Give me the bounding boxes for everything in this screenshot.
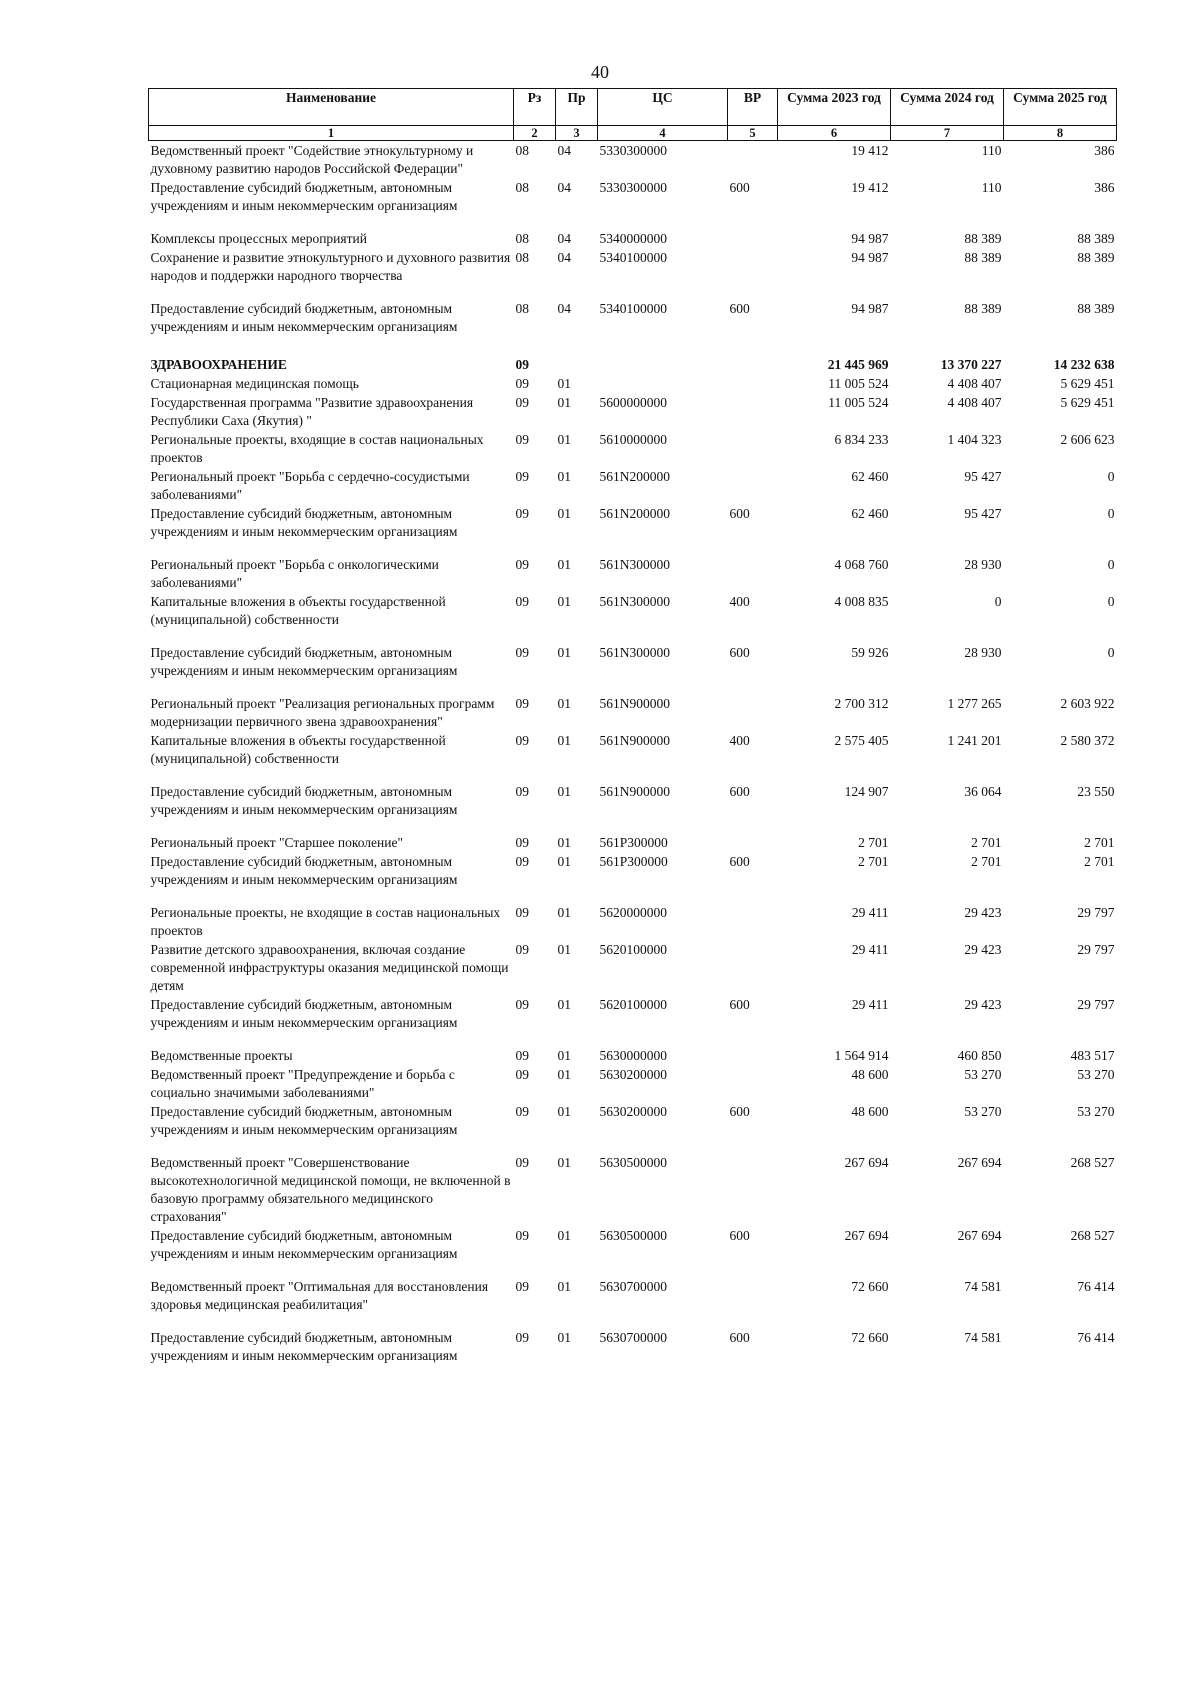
row-rz: 08 [515,231,529,246]
row-sum-2023: 11 005 524 [828,395,889,410]
row-sum-2023: 62 460 [851,506,889,521]
row-name: Региональный проект "Борьба с сердечно-сосудистыми заболеваниями" [150,469,470,502]
row-sum-2023: 19 412 [851,180,889,195]
row-sum-2024: 74 581 [964,1330,1002,1345]
row-cs: 5620100000 [599,942,667,957]
header-name: Наименование [149,89,514,126]
column-number: 6 [778,126,891,141]
row-pr: 01 [557,942,571,957]
column-number: 5 [728,126,778,141]
row-sum-2025: 2 606 623 [1060,432,1115,447]
row-name: Региональный проект "Старшее поколение" [150,835,403,850]
row-sum-2023: 2 701 [858,835,889,850]
row-sum-2024: 36 064 [964,784,1002,799]
table-row [149,299,1117,350]
row-cs: 561N900000 [599,733,670,748]
row-sum-2024: 28 930 [964,557,1002,572]
row-rz: 09 [515,357,529,372]
row-cs: 5630700000 [599,1330,667,1345]
row-pr: 04 [557,231,571,246]
row-rz: 09 [515,506,529,521]
row-vr: 600 [729,301,750,316]
row-cs: 5620000000 [599,905,667,920]
row-sum-2023: 11 005 524 [828,376,889,391]
row-sum-2025: 76 414 [1077,1330,1115,1345]
row-vr: 400 [729,594,750,609]
row-sum-2024: 88 389 [964,231,1002,246]
row-vr [728,833,778,852]
table-row [149,833,1117,852]
row-name: Комплексы процессных мероприятий [150,231,367,246]
row-cs: 561N300000 [599,557,670,572]
row-sum-2024: 1 404 323 [947,432,1002,447]
table-row [149,374,1117,393]
row-sum-2025: 76 414 [1077,1279,1115,1294]
row-name: Капитальные вложения в объекты государственной (муниципальной) собственности [150,594,446,627]
row-name: Региональный проект "Борьба с онкологическими заболеваниями" [150,557,439,590]
row-sum-2024: 95 427 [964,469,1002,484]
row-sum-2023: 72 660 [851,1330,889,1345]
row-sum-2025: 0 [1107,469,1115,484]
row-cs: 5600000000 [599,395,667,410]
row-name: Предоставление субсидий бюджетным, автономным учреждениям и иным некоммерческим организациям [150,1104,458,1137]
row-sum-2024: 29 423 [964,997,1002,1012]
row-vr [728,141,778,179]
row-sum-2024: 74 581 [964,1279,1002,1294]
row-name: Стационарная медицинская помощь [150,376,359,391]
row-sum-2023: 4 008 835 [834,594,889,609]
row-name: Ведомственные проекты [150,1048,293,1063]
row-sum-2025: 386 [1094,143,1115,158]
row-pr: 01 [557,1104,571,1119]
table-row [149,1277,1117,1328]
row-vr [728,903,778,940]
header-pr: Пр [556,89,598,126]
row-pr: 01 [557,835,571,850]
column-number: 8 [1004,126,1117,141]
row-sum-2025: 0 [1107,506,1115,521]
row-sum-2024: 53 270 [964,1104,1002,1119]
row-sum-2025: 88 389 [1077,301,1115,316]
row-pr: 01 [557,557,571,572]
row-sum-2023: 267 694 [844,1228,889,1243]
row-sum-2024: 110 [981,180,1002,195]
row-pr: 01 [557,395,571,410]
row-rz: 08 [515,143,529,158]
table-row [149,393,1117,430]
row-sum-2023: 94 987 [851,231,889,246]
row-sum-2024: 267 694 [957,1228,1002,1243]
row-vr: 600 [729,180,750,195]
table-row [149,1153,1117,1226]
row-pr: 01 [557,733,571,748]
header-sum-2025: Сумма 2025 год [1004,89,1117,126]
row-sum-2023: 94 987 [851,250,889,265]
row-vr: 600 [729,1330,750,1345]
row-sum-2024: 88 389 [964,250,1002,265]
row-vr: 600 [729,1228,750,1243]
row-cs: 561N900000 [599,696,670,711]
row-name: Государственная программа "Развитие здравоохранения Республики Саха (Якутия) " [150,395,474,428]
row-sum-2025: 23 550 [1077,784,1115,799]
row-vr [728,1153,778,1226]
table-row [149,467,1117,504]
row-sum-2024: 95 427 [964,506,1002,521]
row-sum-2023: 48 600 [851,1104,889,1119]
row-cs: 561N300000 [599,594,670,609]
row-sum-2025: 0 [1107,645,1115,660]
header-sum-2024: Сумма 2024 год [891,89,1004,126]
table-row [149,178,1117,229]
row-sum-2023: 4 068 760 [834,557,889,572]
row-sum-2024: 28 930 [964,645,1002,660]
row-sum-2025: 268 527 [1070,1228,1115,1243]
row-vr [728,374,778,393]
table-row [149,1065,1117,1102]
row-pr: 01 [557,376,571,391]
row-sum-2024: 2 701 [971,854,1002,869]
row-rz: 09 [515,905,529,920]
row-name: Сохранение и развитие этнокультурного и духовного развития народов и поддержки народного творчества [150,250,511,283]
row-vr: 600 [729,1104,750,1119]
table-row [149,782,1117,833]
row-sum-2023: 6 834 233 [834,432,889,447]
row-vr [728,350,778,374]
table-row [149,504,1117,555]
row-cs: 5610000000 [599,432,667,447]
row-vr [728,940,778,995]
column-number: 3 [556,126,598,141]
row-sum-2025: 29 797 [1077,997,1115,1012]
header-cs: ЦС [598,89,728,126]
row-cs: 5620100000 [599,997,667,1012]
row-cs: 5630500000 [599,1228,667,1243]
row-pr: 01 [557,469,571,484]
row-cs: 5630700000 [599,1279,667,1294]
table-body [149,141,1117,1366]
row-cs: 561N200000 [599,506,670,521]
row-cs: 561N300000 [599,645,670,660]
row-name: Предоставление субсидий бюджетным, автономным учреждениям и иным некоммерческим организациям [150,784,458,817]
row-cs: 5630500000 [599,1155,667,1170]
table-row [149,995,1117,1046]
row-sum-2025: 88 389 [1077,250,1115,265]
row-vr: 600 [729,854,750,869]
row-sum-2024: 110 [981,143,1002,158]
row-rz: 09 [515,557,529,572]
column-number: 2 [514,126,556,141]
column-number: 4 [598,126,728,141]
row-sum-2025: 29 797 [1077,942,1115,957]
row-rz: 09 [515,942,529,957]
row-sum-2025: 2 603 922 [1060,696,1115,711]
row-sum-2023: 59 926 [851,645,889,660]
row-pr [556,350,598,374]
row-sum-2024: 29 423 [964,942,1002,957]
row-pr: 01 [557,1228,571,1243]
row-rz: 09 [515,1330,529,1345]
row-sum-2023: 2 575 405 [834,733,889,748]
row-cs: 5340100000 [599,250,667,265]
column-number: 7 [891,126,1004,141]
row-sum-2023: 267 694 [844,1155,889,1170]
table-header [149,89,1117,141]
row-pr: 01 [557,594,571,609]
row-sum-2023: 29 411 [851,997,889,1012]
row-sum-2023: 19 412 [851,143,889,158]
row-pr: 01 [557,1330,571,1345]
row-rz: 09 [515,432,529,447]
column-number: 1 [149,126,514,141]
row-sum-2024: 2 701 [971,835,1002,850]
row-name: Предоставление субсидий бюджетным, автономным учреждениям и иным некоммерческим организациям [150,997,458,1030]
table-row [149,1046,1117,1065]
row-rz: 09 [515,1155,529,1170]
row-pr: 04 [557,250,571,265]
table-row [149,1102,1117,1153]
row-pr: 04 [557,180,571,195]
table-row [149,903,1117,940]
row-sum-2024: 0 [994,594,1002,609]
row-sum-2025: 53 270 [1077,1104,1115,1119]
row-sum-2024: 13 370 227 [940,357,1002,372]
row-vr [728,694,778,731]
table-row [149,592,1117,643]
row-rz: 09 [515,733,529,748]
row-name: Предоставление субсидий бюджетным, автономным учреждениям и иным некоммерческим организациям [150,180,458,213]
row-vr: 400 [729,733,750,748]
header-vr: ВР [728,89,778,126]
row-rz: 09 [515,469,529,484]
row-vr [728,1046,778,1065]
row-sum-2025: 5 629 451 [1060,395,1115,410]
row-cs: 5340000000 [599,231,667,246]
table-row [149,731,1117,782]
header-sum-2023: Сумма 2023 год [778,89,891,126]
row-sum-2023: 2 701 [858,854,889,869]
row-pr: 01 [557,696,571,711]
table-row [149,643,1117,694]
row-pr: 01 [557,506,571,521]
row-pr: 01 [557,997,571,1012]
row-vr [728,229,778,248]
row-sum-2025: 2 701 [1084,835,1115,850]
row-vr [728,1065,778,1102]
table-row [149,852,1117,903]
table-row [149,1328,1117,1365]
row-name: Предоставление субсидий бюджетным, автономным учреждениям и иным некоммерческим организациям [150,1330,458,1363]
row-sum-2024: 1 241 201 [947,733,1002,748]
column-number-row [149,126,1117,141]
row-sum-2023: 29 411 [851,905,889,920]
row-pr: 01 [557,1155,571,1170]
row-name: Предоставление субсидий бюджетным, автономным учреждениям и иным некоммерческим организациям [150,1228,458,1261]
row-pr: 01 [557,1279,571,1294]
header-rz: Рз [514,89,556,126]
row-cs [598,350,728,374]
row-sum-2024: 29 423 [964,905,1002,920]
row-sum-2023: 48 600 [851,1067,889,1082]
row-cs: 5330300000 [599,180,667,195]
row-pr: 01 [557,784,571,799]
row-cs: 561P300000 [599,835,668,850]
row-name: Региональный проект "Реализация региональных программ модернизации первичного звена здравоохранения" [150,696,495,729]
row-sum-2024: 88 389 [964,301,1002,316]
row-sum-2024: 1 277 265 [947,696,1002,711]
row-rz: 09 [515,854,529,869]
row-pr: 01 [557,905,571,920]
row-rz: 09 [515,1104,529,1119]
row-sum-2025: 268 527 [1070,1155,1115,1170]
row-cs: 561N900000 [599,784,670,799]
row-pr: 01 [557,432,571,447]
row-sum-2023: 94 987 [851,301,889,316]
row-name: Предоставление субсидий бюджетным, автономным учреждениям и иным некоммерческим организациям [150,854,458,887]
row-sum-2025: 0 [1107,594,1115,609]
row-cs [598,374,728,393]
row-pr: 01 [557,1048,571,1063]
row-rz: 09 [515,1067,529,1082]
row-sum-2024: 267 694 [957,1155,1002,1170]
row-sum-2023: 1 564 914 [834,1048,889,1063]
row-sum-2025: 2 701 [1084,854,1115,869]
row-name: Ведомственный проект "Содействие этнокультурному и духовному развитию народов Российской Федерации" [150,143,474,176]
row-rz: 08 [515,301,529,316]
row-rz: 09 [515,784,529,799]
row-sum-2025: 88 389 [1077,231,1115,246]
row-rz: 09 [515,835,529,850]
row-cs: 5630000000 [599,1048,667,1063]
row-pr: 01 [557,645,571,660]
row-sum-2025: 483 517 [1070,1048,1115,1063]
row-cs: 5630200000 [599,1104,667,1119]
row-vr: 600 [729,506,750,521]
row-name: Ведомственный проект "Совершенствование высокотехнологичной медицинской помощи, не включенной в базовую программу обязательного медицинского страхования" [150,1155,511,1224]
table-row [149,694,1117,731]
row-name: Предоставление субсидий бюджетным, автономным учреждениям и иным некоммерческим организациям [150,645,458,678]
row-name: Капитальные вложения в объекты государственной (муниципальной) собственности [150,733,446,766]
row-name: Ведомственный проект "Предупреждение и борьба с социально значимыми заболеваниями" [150,1067,455,1100]
row-sum-2023: 21 445 969 [827,357,889,372]
row-rz: 09 [515,645,529,660]
row-cs: 5340100000 [599,301,667,316]
row-rz: 09 [515,1048,529,1063]
row-vr [728,248,778,299]
row-name: Предоставление субсидий бюджетным, автономным учреждениям и иным некоммерческим организациям [150,301,458,334]
row-sum-2023: 72 660 [851,1279,889,1294]
row-sum-2025: 0 [1107,557,1115,572]
row-name: Развитие детского здравоохранения, включая создание современной инфраструктуры оказания медицинской помощи детям [150,942,509,993]
row-sum-2023: 29 411 [851,942,889,957]
row-sum-2025: 53 270 [1077,1067,1115,1082]
row-cs: 5630200000 [599,1067,667,1082]
row-sum-2024: 4 408 407 [947,395,1002,410]
row-rz: 08 [515,250,529,265]
row-vr [728,1277,778,1328]
row-name: ЗДРАВООХРАНЕНИЕ [150,357,287,372]
row-rz: 09 [515,997,529,1012]
table-row [149,229,1117,248]
row-rz: 09 [515,696,529,711]
budget-table [148,88,1117,1365]
row-rz: 08 [515,180,529,195]
row-vr [728,555,778,592]
row-sum-2025: 29 797 [1077,905,1115,920]
table-row [149,141,1117,179]
row-vr [728,393,778,430]
row-rz: 09 [515,395,529,410]
table-row [149,940,1117,995]
page-number: 40 [591,62,609,82]
row-pr: 04 [557,143,571,158]
row-sum-2023: 2 700 312 [834,696,889,711]
row-pr: 01 [557,854,571,869]
row-sum-2024: 460 850 [957,1048,1002,1063]
row-cs: 561N200000 [599,469,670,484]
row-vr [728,467,778,504]
row-sum-2024: 4 408 407 [947,376,1002,391]
row-rz: 09 [515,376,529,391]
row-cs: 5330300000 [599,143,667,158]
row-sum-2025: 5 629 451 [1060,376,1115,391]
row-sum-2023: 62 460 [851,469,889,484]
table-row [149,1226,1117,1277]
row-name: Ведомственный проект "Оптимальная для восстановления здоровья медицинская реабилитация" [150,1279,489,1312]
row-sum-2023: 124 907 [844,784,889,799]
row-sum-2024: 53 270 [964,1067,1002,1082]
row-rz: 09 [515,1279,529,1294]
table-row [149,430,1117,467]
row-name: Региональные проекты, не входящие в состав национальных проектов [150,905,501,938]
row-sum-2025: 14 232 638 [1053,357,1115,372]
row-name: Предоставление субсидий бюджетным, автономным учреждениям и иным некоммерческим организациям [150,506,458,539]
table-row [149,248,1117,299]
row-vr: 600 [729,645,750,660]
row-name: Региональные проекты, входящие в состав национальных проектов [150,432,484,465]
row-rz: 09 [515,594,529,609]
row-vr: 600 [729,997,750,1012]
table-row [149,555,1117,592]
row-vr: 600 [729,784,750,799]
row-pr: 04 [557,301,571,316]
row-vr [728,430,778,467]
row-sum-2025: 386 [1094,180,1115,195]
row-cs: 561P300000 [599,854,668,869]
row-rz: 09 [515,1228,529,1243]
row-pr: 01 [557,1067,571,1082]
row-sum-2025: 2 580 372 [1060,733,1115,748]
table-row [149,350,1117,374]
